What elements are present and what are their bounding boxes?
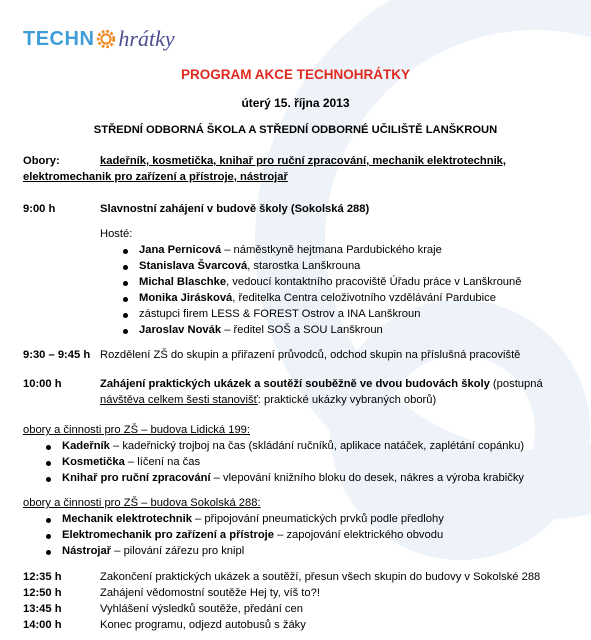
practical-demos-note: návštěva celkem šesti stanovišť: praktické ukázky vybraných oborů) (100, 394, 437, 406)
technohratky-logo (23, 22, 175, 56)
activity-item: Knihař pro ruční zpracování – vlepování knižního bloku do desek, nákres a výroba krabičky (62, 472, 524, 484)
bullet (123, 313, 128, 318)
activity-item: Kosmetička – líčení na čas (62, 456, 200, 468)
bullet (46, 477, 51, 482)
schedule-text: Zakončení praktických ukázek a soutěží, přesun všech skupin do budovy v Sokolské 288 (100, 571, 541, 583)
obory-line-1: kadeřník, kosmetička, knihař pro ruční zpracování, mechanik elektrotechnik, (100, 155, 507, 167)
bullet (123, 329, 128, 334)
practical-demos-start: Zahájení praktických ukázek a soutěží souběžně ve dvou budovách školy (postupná (100, 378, 543, 390)
schedule-time: 13:45 h (23, 603, 62, 615)
guest-item: Jana Pernicová – náměstkyně hejtmana Pardubického kraje (139, 244, 442, 256)
activity-item: Mechanik elektrotechnik – připojování pneumatických prvků podle předlohy (62, 513, 444, 525)
schedule-text: Vyhlášení výsledků soutěže, předání cen (100, 603, 303, 615)
bullet (123, 281, 128, 286)
bullet (46, 461, 51, 466)
obory-label: Obory: (23, 155, 60, 167)
obory-line-2: elektromechanik pro zařízení a přístroje, nástrojař (23, 171, 288, 183)
bullet (123, 297, 128, 302)
schedule-time: 14:00 h (23, 619, 62, 631)
activity-item: Elektromechanik pro zařízení a přístroje – zapojování elektrického obvodu (62, 529, 443, 541)
time-9-00: 9:00 h (23, 203, 56, 215)
guest-item: Jaroslav Novák – ředitel SOŠ a SOU Lanškroun (139, 324, 383, 336)
bullet (46, 550, 51, 555)
opening-ceremony: Slavnostní zahájení v budově školy (Sokolská 288) (100, 203, 370, 215)
schedule-time: 12:35 h (23, 571, 62, 583)
logo-text-hratky: hrátky (118, 26, 175, 51)
school-name: STŘEDNÍ ODBORNÁ ŠKOLA A STŘEDNÍ ODBORNÉ UČILIŠTĚ LANŠKROUN (93, 124, 498, 136)
bullet (123, 249, 128, 254)
guest-item: Michal Blaschke, vedoucí kontaktního pracoviště Úřadu práce v Lanškrouně (139, 276, 521, 288)
bullet (46, 518, 51, 523)
schedule-time: 12:50 h (23, 587, 62, 599)
time-9-30: 9:30 – 9:45 h (23, 349, 91, 361)
schedule-text: Zahájení vědomostní soutěže Hej ty, víš to?! (100, 587, 320, 599)
guest-item: zástupci firem LESS & FOREST Ostrov a INA Lanškroun (139, 308, 420, 320)
section-heading-lidicka: obory a činnosti pro ZŠ – budova Lidická 199: (23, 424, 250, 436)
event-date: úterý 15. října 2013 (241, 96, 350, 110)
time-10-00: 10:00 h (23, 378, 62, 390)
logo-text-techno: TECHN (23, 27, 95, 50)
group-assignment: Rozdělení ZŠ do skupin a přiřazení průvodců, odchod skupin na příslušná pracoviště (100, 349, 521, 361)
bullet (46, 534, 51, 539)
guests-label: Hosté: (100, 228, 133, 240)
page-title: PROGRAM AKCE TECHNOHRÁTKY (181, 67, 410, 82)
schedule-text: Konec programu, odjezd autobusů s žáky (100, 619, 306, 631)
activity-item: Nástrojař – pilování zářezu pro knipl (62, 545, 244, 557)
section-heading-sokolska: obory a činnosti pro ZŠ – budova Sokolská 288: (23, 497, 261, 509)
bullet (46, 445, 51, 450)
gear-icon (95, 28, 117, 50)
bullet (123, 265, 128, 270)
guest-item: Stanislava Švarcová, starostka Lanškrouna (139, 260, 360, 272)
guest-item: Monika Jirásková, ředitelka Centra celoživotního vzdělávání Pardubice (139, 292, 496, 304)
activity-item: Kadeřník – kadeřnický trojboj na čas (skládání ručníků, aplikace natáček, zaplétání copánku) (62, 440, 524, 452)
